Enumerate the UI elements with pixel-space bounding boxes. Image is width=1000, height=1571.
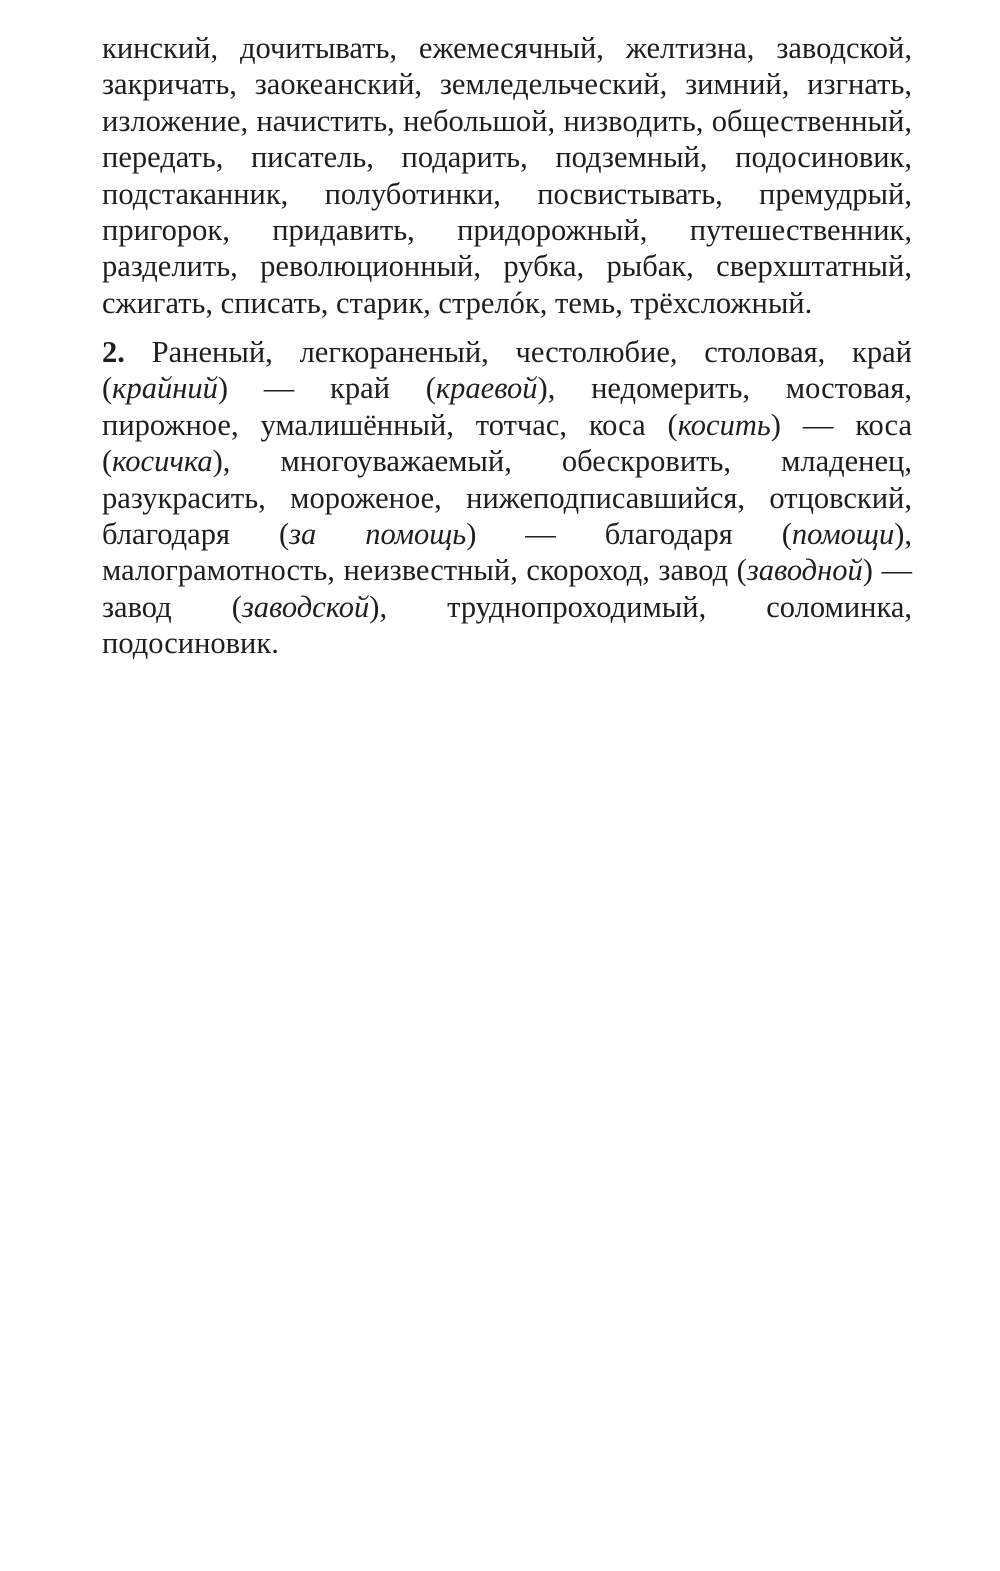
italic-note: заводской [241, 589, 370, 624]
italic-note: помощи [791, 517, 895, 552]
paragraph-1 [102, 30, 912, 321]
text-segment: Раненый, легкораненый, честолюбие, столовая, край ( [102, 335, 912, 406]
italic-note: косичка [112, 444, 213, 479]
item-number: 2. [102, 335, 125, 369]
italic-note: заводной [746, 553, 863, 588]
paragraph-2 [102, 334, 912, 662]
text-segment: ) — коса ( [102, 407, 912, 479]
text-segment: ) — благодаря ( [466, 517, 792, 552]
text-segment: ), недомерить, мостовая, пирожное, умалишённый, тотчас, коса ( [102, 371, 912, 442]
italic-note: косить [677, 407, 771, 442]
text-segment: ), многоуважаемый, обескровить, младенец, разукрасить, мороженое, нижеподписавшийся, отцовский, благодаря ( [102, 444, 912, 552]
italic-note: за помощь [289, 517, 467, 552]
italic-note: крайний [112, 371, 218, 406]
text-segment: ), малограмотность, неизвестный, скороход, завод ( [102, 517, 912, 588]
italic-note: краевой [435, 371, 538, 406]
text-segment: ) — край ( [217, 371, 436, 406]
paragraph-1-text: кинский, дочитывать, ежемесячный, желтизна, заводской, закричать, заокеанский, земледельческий, зимний, изгнать, изложение, начистить, небольшой, низводить, общественный, передать, писатель, подарить, подземный, подосиновик, подстаканник, полуботинки, посвистывать, премудрый, пригорок, придавить, придорожный, путешественник, разделить, революционный, рубка, рыбак, сверхштатный, сжигать, списать, старик, стрелóк, темь, трёхсложный. [102, 31, 912, 320]
text-segment: ) — завод ( [102, 553, 912, 624]
text-segment: ), труднопроходимый, соломинка, подосиновик. [102, 589, 913, 661]
